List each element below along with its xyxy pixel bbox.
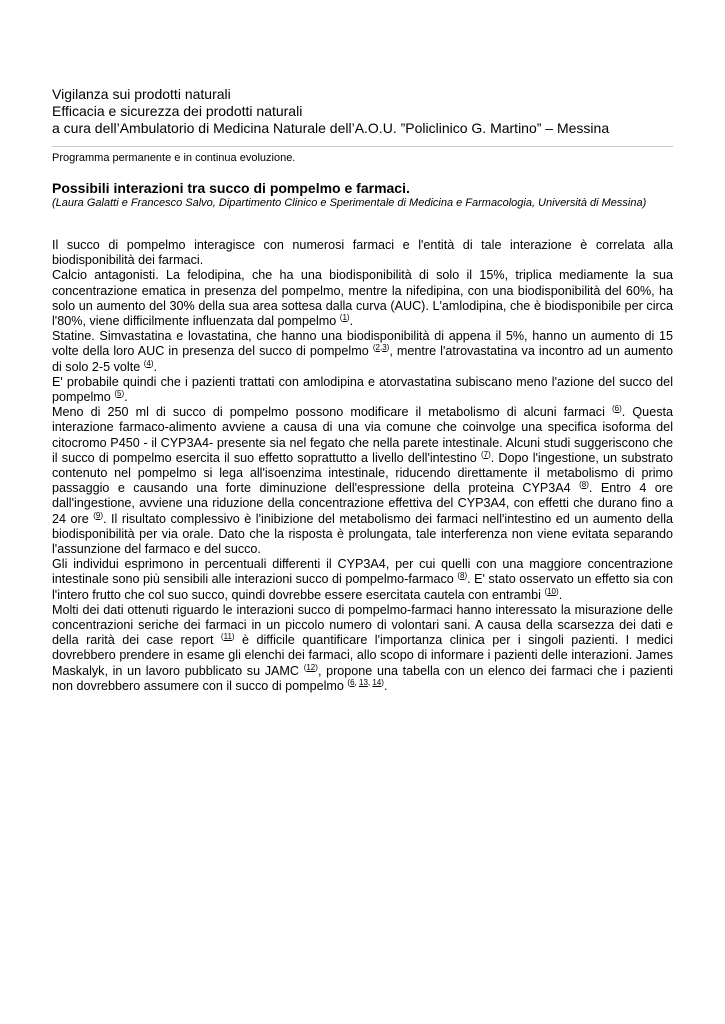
ref-link[interactable]: 6	[350, 677, 355, 687]
header-line-3: a cura dell’Ambulatorio di Medicina Naturale dell’A.O.U. ”Policlinico G. Martino” – Messina	[52, 120, 610, 136]
citation: (5)	[114, 389, 125, 399]
article-title: Possibili interazioni tra succo di pompelmo e farmaci.	[52, 180, 410, 196]
ref-link[interactable]: 5	[116, 389, 122, 399]
ref-link[interactable]: 7	[483, 449, 489, 459]
ref-link[interactable]: 9	[95, 510, 101, 520]
program-note: Programma permanente e in continua evoluzione.	[52, 152, 296, 164]
citation: (6, 13, 14)	[347, 677, 384, 687]
citation: (8)	[579, 480, 589, 490]
citation: (12)	[303, 662, 318, 672]
citation: (10)	[544, 586, 559, 596]
paragraph-statins: Statine. Simvastatina e lovastatina, che hanno una biodisponibilità di appena il 5%, hanno un aumento di 15 volte della loro AUC in presenza del succo di pompelmo $^{(2,3)}$, mentre l'atrovastatina va incontro ad un aumento di solo 2-5 volte $^{(4)}$.	[52, 329, 673, 374]
page-header	[52, 86, 682, 137]
ref-link[interactable]: 3	[382, 343, 387, 353]
header-line-2: Efficacia e sicurezza dei prodotti naturali	[52, 103, 303, 119]
ref-link[interactable]: 10	[547, 586, 557, 596]
article-body	[52, 238, 673, 694]
ref-link[interactable]: 8	[459, 571, 465, 581]
paragraph-mechanism: Meno di 250 ml di succo di pompelmo possono modificare il metabolismo di alcuni farmaci $^{(6)}$. Questa interazione farmaco-alimento avviene a causa di una via comune che coinvolge una specifica isoforma del citocromo P450 - il CYP3A4- presente sia nel fegato che nella parete intestinale. Alcuni studi suggeriscono che il succo di pompelmo esercita il suo effetto soprattutto a livello dell'intestino $^{(7)}$. Dopo l'ingestione, un substrato contenuto nel pompelmo si lega all'isoenzima intestinale, riducendo direttamente il metabolismo di primo passaggio e causando una forte diminuzione dell'espressione della proteina CYP3A4 $^{(8)}$. Entro 4 ore dall'ingestione, avviene una riduzione della concentrazione effettiva del CYP3A4, con effetti che durano fino a 24 ore $^{(9)}$. Il risultato complessivo è l'inibizione del metabolismo dei farmaci nell'intestino ed un aumento della biodisponibilità per via orale. Dato che la risposta è prolungata, tale interferenza non viene evitata separando l'assunzione del farmaco e del succo.	[52, 404, 673, 557]
ref-link[interactable]: 12	[306, 662, 316, 672]
ref-link[interactable]: 14	[372, 677, 382, 687]
citation: (1)	[339, 313, 350, 323]
citation: (8)	[457, 571, 468, 581]
ref-link[interactable]: 4	[146, 358, 151, 368]
ref-link[interactable]: 1	[342, 313, 347, 323]
paragraph-calcium-antagonists: Calcio antagonisti. La felodipina, che ha una biodisponibilità di solo il 15%, triplica mediamente la sua concentrazione ematica in presenza del pompelmo, mentre la nifedipina, con una biodisponibilità del 60%, ha solo un aumento del 30% della sua area sottesa dalla curva (AUC). L'amlodipina, che è biodisponibile per circa l'80%, viene difficilmente influenzata dal pompelmo $^{(1)}$.	[52, 268, 673, 329]
paragraph-data: Molti dei dati ottenuti riguardo le interazioni succo di pompelmo-farmaci hanno interessato la misurazione delle concentrazioni seriche dei farmaci in un piccolo numero di volontari sani. A causa della scarsezza dei dati e della rarità dei case report $^{(11)}$ è difficile quantificare l'importanza clinica per i singoli pazienti. I medici dovrebbero prendere in esame gli elenchi dei farmaci, allo scopo di informare i pazienti delle interazioni. James Maskalyk, in un lavoro pubblicato su JAMC $^{(12)}$, propone una tabella con un elenco dei farmaci che i pazienti non dovrebbero assumere con il succo di pompelmo $^{(6, 13, 14)}$.	[52, 602, 674, 693]
citation: (9)	[93, 510, 104, 520]
paragraph-probable: E' probabile quindi che i pazienti trattati con amlodipina e atorvastatina subiscano meno l'azione del succo del pompelmo $^{(5)}$.	[52, 374, 673, 405]
ref-link[interactable]: 11	[223, 632, 232, 642]
ref-link[interactable]: 6	[614, 404, 620, 414]
citation: (7)	[480, 449, 491, 459]
paragraph-individuals: Gli individui esprimono in percentuali differenti il CYP3A4, per cui quelli con una maggiore concentrazione intestinale sono più sensibili alle interazioni succo di pompelmo-farmaco $^{(8)}$. E' stato osservato un effetto sia con l'intero frutto che col suo succo, quindi dovrebbe essere esercitata cautela con entrambi $^{(10)}$.	[52, 557, 673, 602]
citation: (6)	[612, 404, 622, 414]
header-line-1: Vigilanza sui prodotti naturali	[52, 86, 231, 102]
citation: (2,3)	[372, 343, 390, 353]
ref-link[interactable]: 2	[375, 343, 380, 353]
header-divider	[52, 146, 673, 147]
citation: (4)	[143, 358, 154, 368]
ref-link[interactable]: 8	[581, 480, 587, 490]
paragraph-intro: Il succo di pompelmo interagisce con numerosi farmaci e l'entità di tale interazione è correlata alla biodisponibilità dei farmaci.	[52, 238, 673, 268]
article-byline: (Laura Galatti e Francesco Salvo, Dipartimento Clinico e Sperimentale di Medicina e Farmacologia, Università di Messina)	[52, 197, 647, 209]
ref-link[interactable]: 13	[359, 677, 368, 687]
citation: (11)	[220, 632, 235, 642]
